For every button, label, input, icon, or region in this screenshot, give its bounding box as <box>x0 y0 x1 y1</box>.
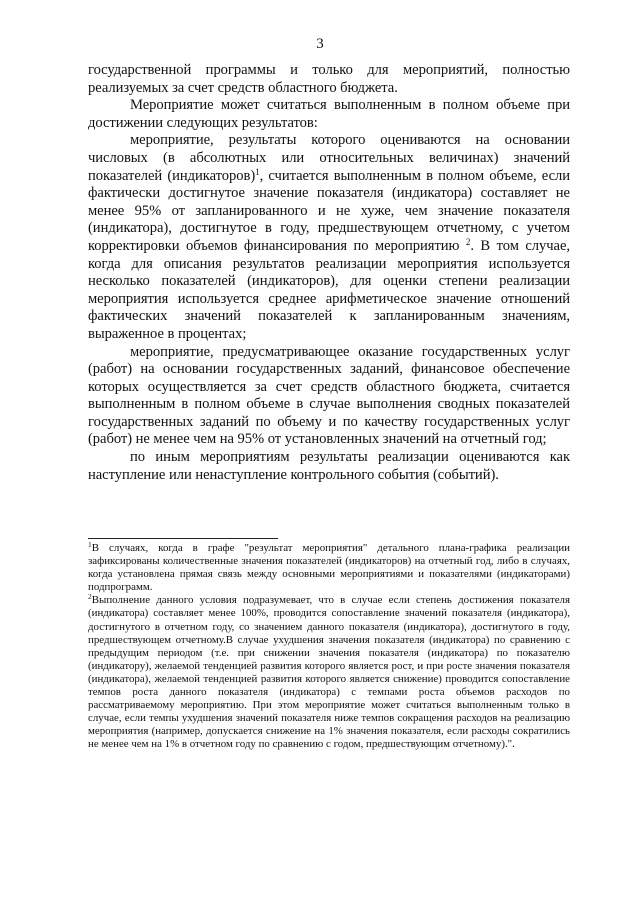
paragraph-continuation: государственной программы и только для мероприятий, полностью реализуемых за счет средств областного бюджета. <box>88 62 570 96</box>
page-number: 3 <box>316 36 324 52</box>
footnote-mark-1: 1 <box>88 540 92 549</box>
paragraph-intro: Мероприятие может считаться выполненным в полном объеме при достижении следующих результатов: <box>88 97 570 131</box>
paragraph-state-services: мероприятие, предусматривающее оказание государственных услуг (работ) на основании государственных заданий, финансовое обеспечение которых осуществляется за счет средств областного бюджета, считается выполненным в полном объеме в случае выполнения сводных показателей государственных заданий по объему и по качеству государственных услуг (работ) не менее чем на 95% от установленных значений на отчетный год; <box>88 343 570 448</box>
footnote-divider <box>88 538 278 539</box>
body-text <box>88 62 570 484</box>
footnote-mark-2: 2 <box>88 592 92 602</box>
footnote-1 <box>88 542 570 594</box>
footnotes <box>88 542 570 752</box>
footnote-ref-1: 1 <box>255 166 260 177</box>
paragraph-control-events: по иным мероприятиям результаты реализации оцениваются как наступление или ненаступление контрольного события (событий). <box>88 449 570 483</box>
paragraph-text: , считается выполненным в полном объеме, если фактически достигнутое значение показателя (индикатора) составляет не менее 95% от запланированного и не хуже, чем значение показателя (индикатора), достигнутое в году, предшествующем отчетному, с учетом корректировки объемов финансирования по мероприятию <box>88 167 570 254</box>
footnote-2-text: Выполнение данного условия подразумевает, что в случае если степень достижения показателя (индикатора) составляет менее 100%, проводится сопоставление значений показателя (индикатора), достигнутого в отчетном году, со значением данного показателя (индикатора), достигнутого в году, предшествующем отчетному.В случае ухудшения значения показателя (индикатора) по сравнению с предыдущим периодом (т.е. при снижении значения показателя (индикатора) по показателю (индикатору), желаемой тенденцией развития которого является рост, и при росте значения показателя (индикатора), желаемой тенденцией развития которого является снижение) проводится сопоставление темпов роста данного показателя (индикатора) с темпами роста объемов расходов по рассматриваемому мероприятию. При этом мероприятие может считаться выполненным только в случае, если темпы ухудшения значений показателя ниже темпов сокращения расходов на реализацию мероприятия (например, допускается снижение на 1% значения показателя, если расходы сократились не менее чем на 1% в отчетном году по сравнению с годом, предшествующим отчетному).". <box>88 594 570 751</box>
paragraph-numeric-indicators <box>88 132 570 343</box>
footnote-2 <box>88 594 570 751</box>
paragraph-text: мероприятие, результаты которого оцениваются на основании числовых (в абсолютных или относительных величинах) значений показателей (индикаторов) <box>88 132 570 184</box>
paragraph-text: . В том случае, когда для описания результатов реализации мероприятия используется несколько показателей (индикаторов), для оценки степени реализации мероприятия используется среднее арифметическое значение отношений фактических значений показателей к запланированным значениям, выраженное в процентах; <box>88 237 570 342</box>
footnote-1-text: В случаях, когда в графе "результат мероприятия" детального плана-графика реализации зафиксированы количественные значения показателей (индикаторов) на отчетный год, либо в случаях, когда установлена прямая связь между основными мероприятиями и показателями (индикаторами) подпрограмм. <box>88 542 570 594</box>
footnote-ref-2: 2 <box>465 236 471 247</box>
